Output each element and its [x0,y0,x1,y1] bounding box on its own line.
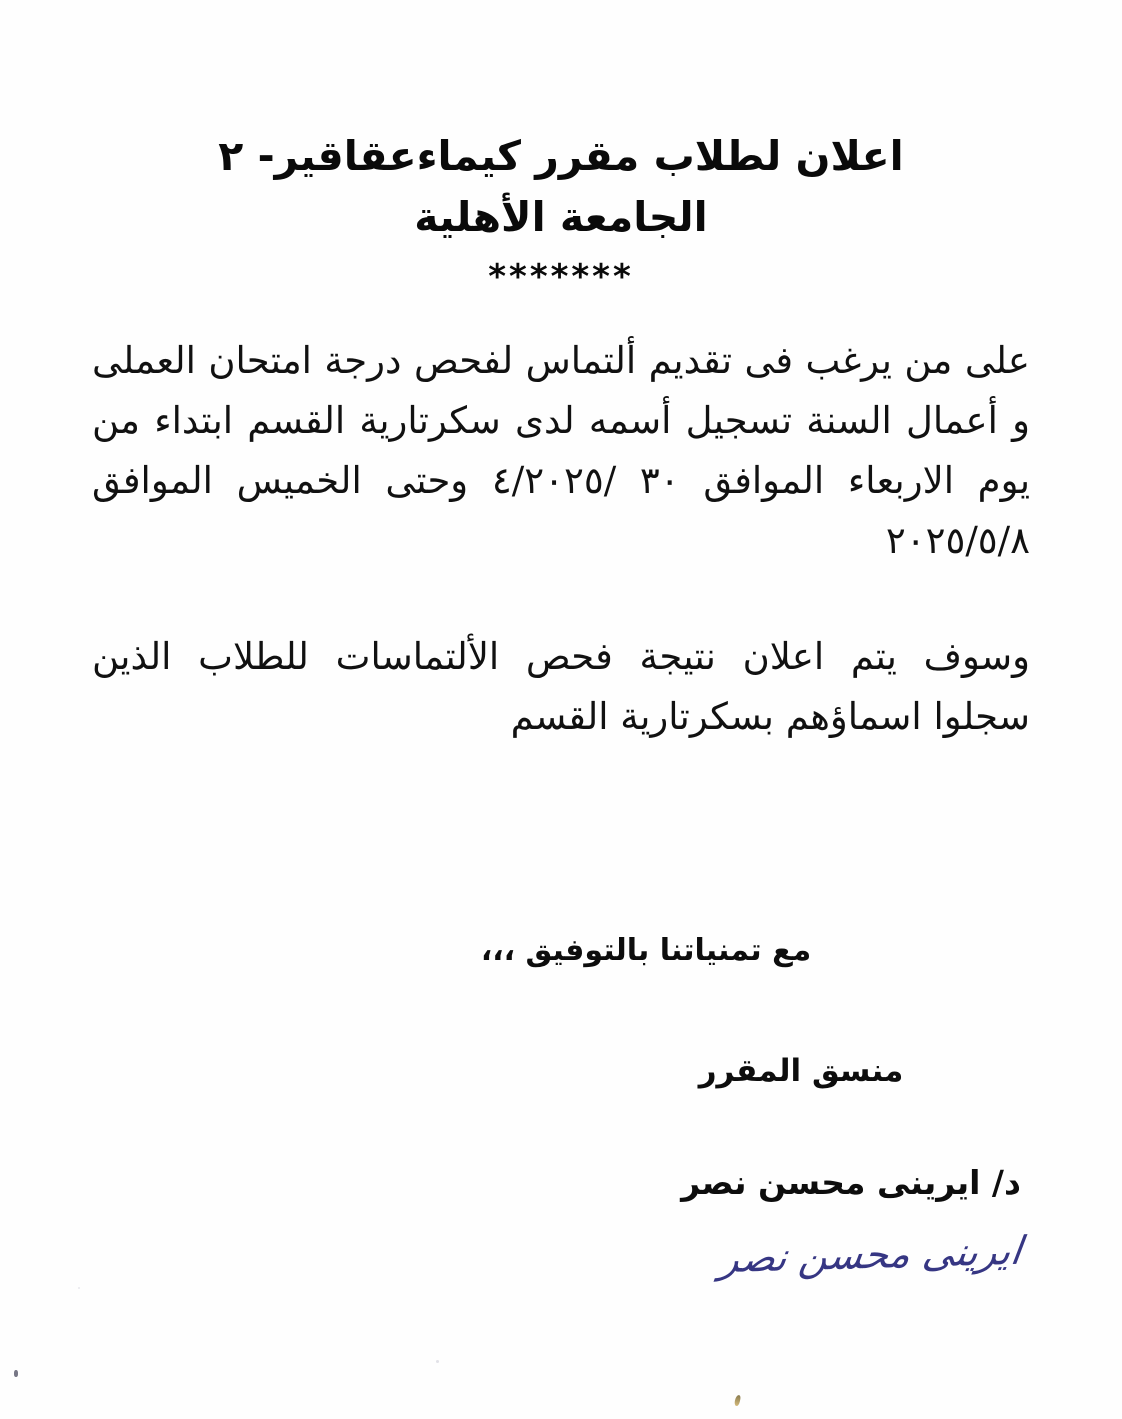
closing-block [92,933,1030,968]
closing-wishes: مع تمنياتنا بالتوفيق ،،، [480,933,812,968]
document-title-block [0,126,1122,297]
signer-name: د/ ايرينى محسن نصر [681,1163,1021,1202]
handwritten-signature [0,1228,1122,1283]
page-title-line-2: الجامعة الأهلية [414,192,708,241]
scan-speck-artifact [436,1360,439,1363]
scan-speck-artifact [14,1370,18,1377]
body-paragraph-2: وسوف يتم اعلان نتيجة فحص الألتماسات للطلاب الذين سجلوا اسماؤهم بسكرتارية القسم [92,634,1030,738]
scan-speck-artifact [78,1287,80,1289]
page-title-line-1: اعلان لطلاب مقرر كيماءعقاقير- ٢ [218,132,904,180]
signature-ink-text: ايرينى محسن نصر [717,1228,1025,1283]
title-separator-asterisks: ******* [488,257,634,298]
document-body [92,331,1030,747]
signer-role: منسق المقرر [698,1053,904,1089]
scan-speck-artifact [734,1395,741,1407]
body-paragraph-1: على من يرغب فى تقديم ألتماس لفحص درجة امتحان العملى و أعمال السنة تسجيل أسمه لدى سكرتارية القسم ابتداء من يوم الاربعاء الموافق ٣٠ /٤/٢٠٢٥ وحتى الخميس الموافق ٢٠٢٥/٥/٨ [92,339,1030,562]
